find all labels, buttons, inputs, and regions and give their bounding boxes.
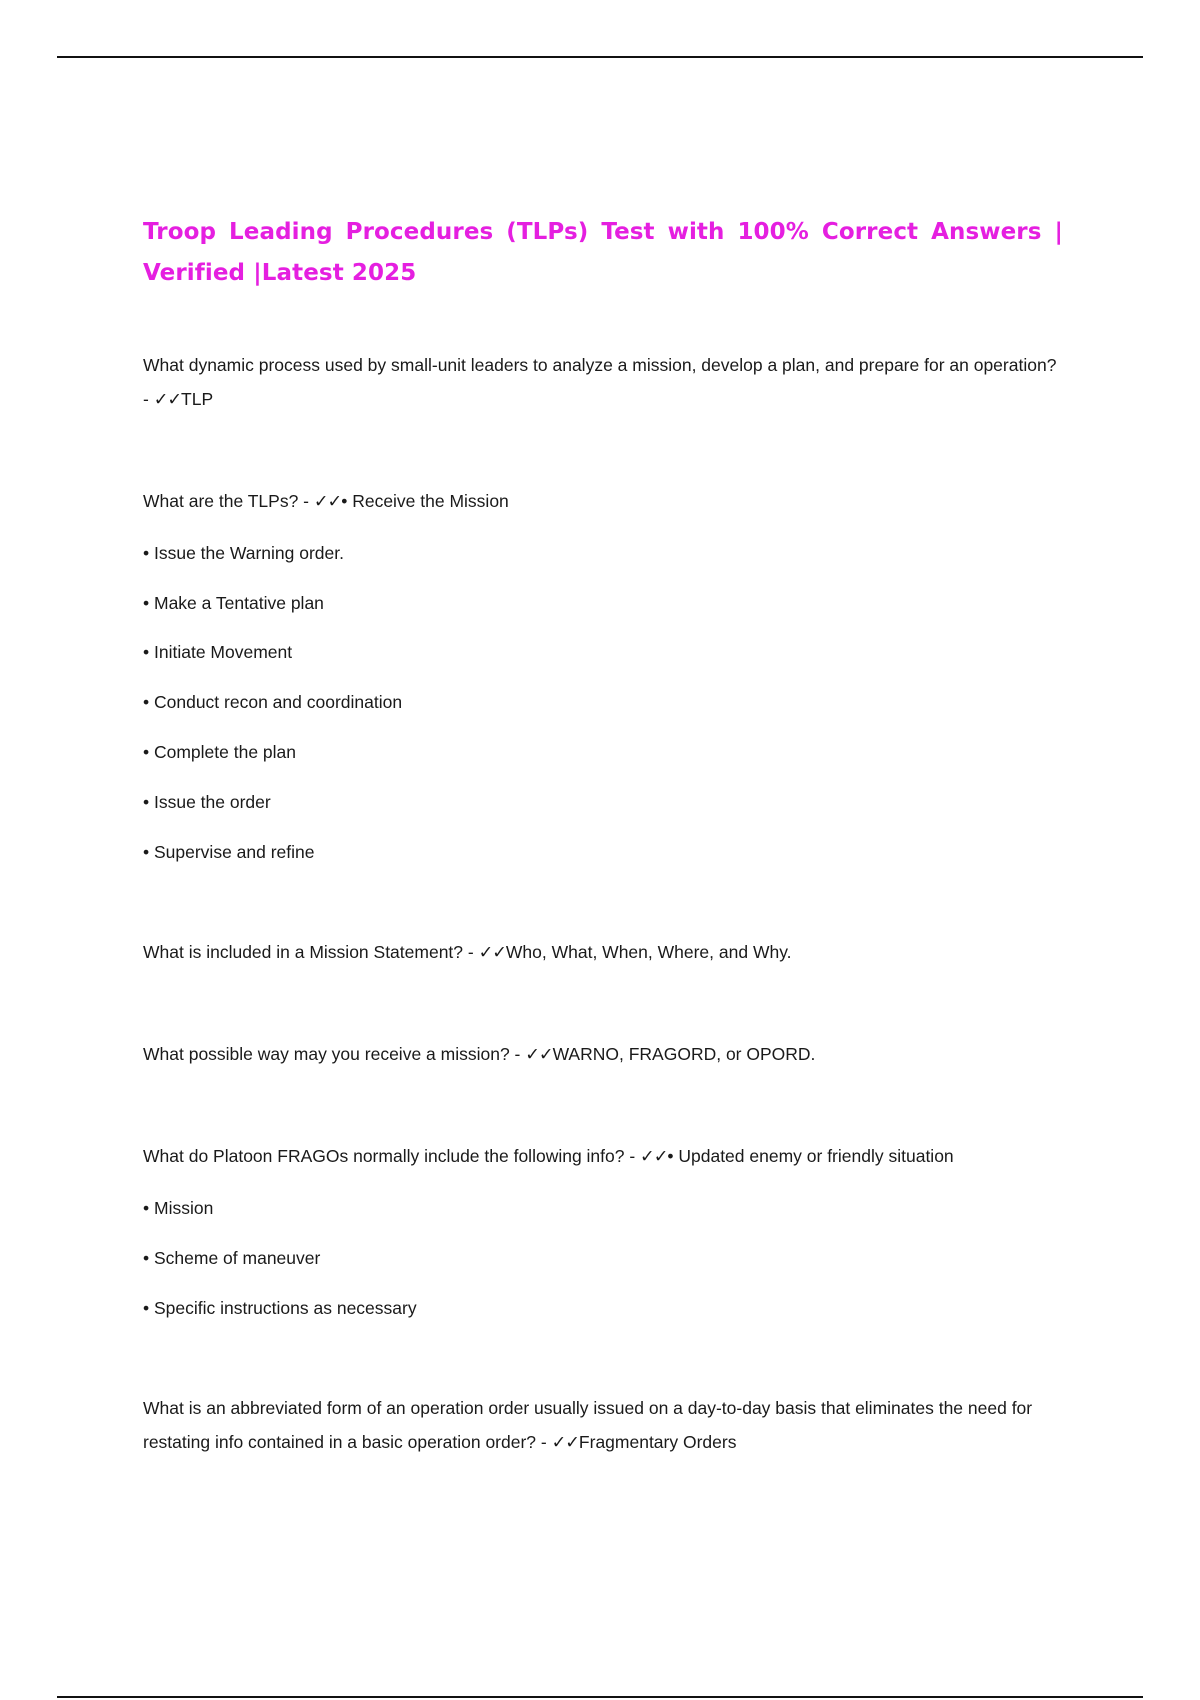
list-item: • Supervise and refine bbox=[143, 842, 315, 862]
qa-item-5 bbox=[143, 1139, 1063, 1173]
double-check-icon: ✓✓ bbox=[153, 389, 182, 409]
question-text: What do Platoon FRAGOs normally include the following info? - bbox=[143, 1146, 641, 1166]
list-item: • Issue the Warning order. bbox=[143, 543, 344, 563]
double-check-icon: ✓✓ bbox=[313, 491, 342, 511]
double-check-icon: ✓✓ bbox=[525, 1044, 553, 1064]
question-text: What is an abbreviated form of an operation order usually issued on a day-to-day basis that eliminates the need for restating info contained in a basic operation order? - bbox=[143, 1398, 1033, 1452]
list-item: • Mission bbox=[143, 1198, 214, 1218]
list-item: • Make a Tentative plan bbox=[143, 593, 324, 613]
list-item: • Conduct recon and coordination bbox=[143, 692, 403, 712]
question-text: What possible way may you receive a mission? - bbox=[143, 1044, 526, 1064]
qa-item-3 bbox=[143, 935, 1063, 969]
question-text: What are the TLPs? - bbox=[143, 491, 314, 511]
answer-text: • Receive the Mission bbox=[341, 491, 509, 511]
answer-text: Fragmentary Orders bbox=[578, 1432, 737, 1452]
list-item: • Scheme of maneuver bbox=[143, 1248, 321, 1268]
header-rule bbox=[57, 56, 1143, 58]
answer-text: WARNO, FRAGORD, or OPORD. bbox=[552, 1044, 816, 1064]
qa-item-4 bbox=[143, 1037, 1063, 1071]
qa-item-1 bbox=[143, 348, 1063, 416]
footer-rule bbox=[57, 1696, 1143, 1698]
document-body bbox=[143, 212, 1063, 1459]
double-check-icon: ✓✓ bbox=[551, 1432, 579, 1452]
qa-item-2 bbox=[143, 484, 1063, 518]
list-item: • Specific instructions as necessary bbox=[143, 1298, 417, 1318]
answer-text: • Updated enemy or friendly situation bbox=[667, 1146, 954, 1166]
qa-item-6 bbox=[143, 1391, 1063, 1459]
list-item: • Complete the plan bbox=[143, 742, 297, 762]
answer-text: Who, What, When, Where, and Why. bbox=[505, 942, 792, 962]
list-item: • Initiate Movement bbox=[143, 642, 293, 662]
double-check-icon: ✓✓ bbox=[640, 1146, 668, 1166]
document-title: Troop Leading Procedures (TLPs) Test with 100% Correct Answers | Verified |Latest 2025 bbox=[143, 219, 1063, 286]
answer-text: TLP bbox=[181, 389, 214, 409]
double-check-icon: ✓✓ bbox=[478, 942, 506, 962]
question-text: What is included in a Mission Statement? - bbox=[143, 942, 479, 962]
question-text: What dynamic process used by small-unit leaders to analyze a mission, develop a plan, and prepare for an operation? - bbox=[143, 355, 1057, 409]
list-item: • Issue the order bbox=[143, 792, 271, 812]
